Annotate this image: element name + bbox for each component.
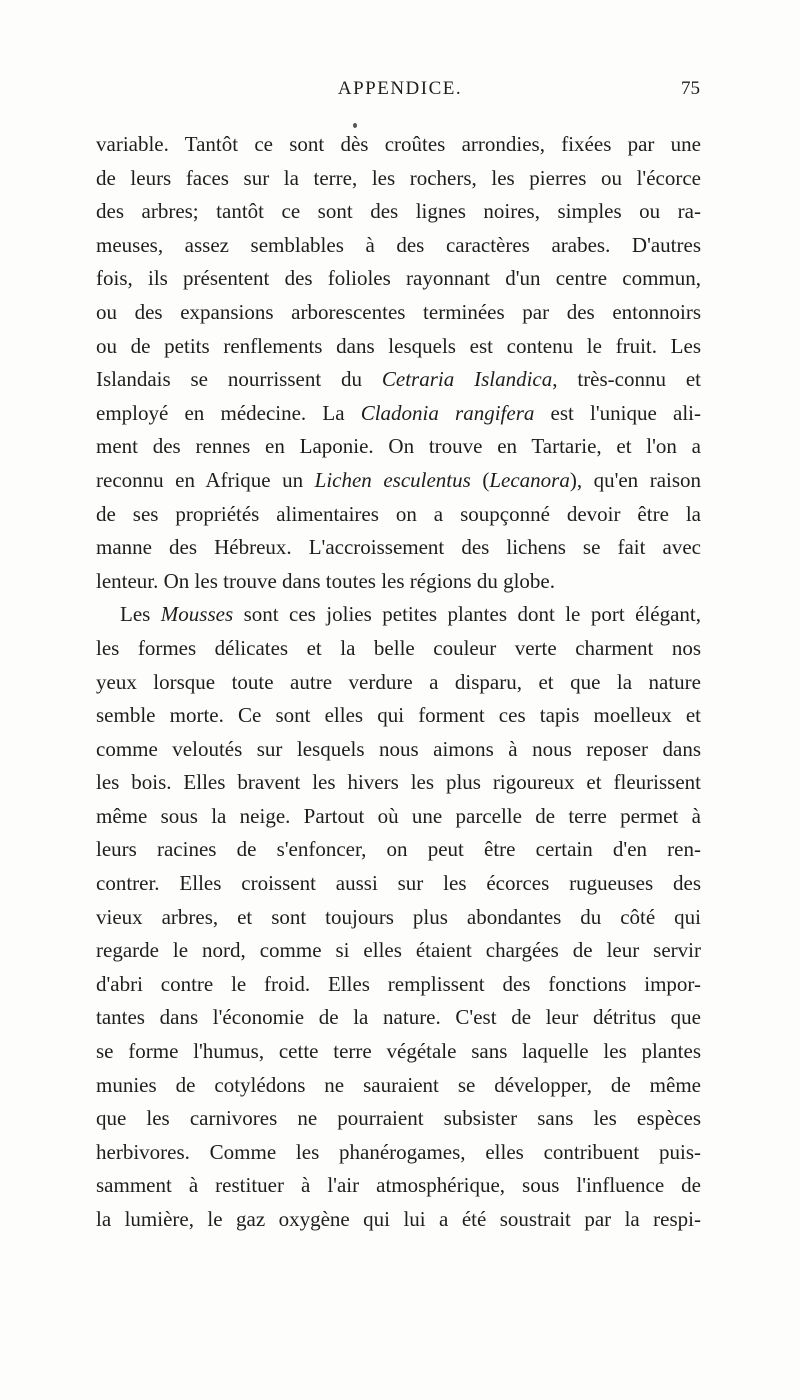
text-line: vieux arbres, et sont toujours plus abondantes du côté qui [96, 904, 701, 929]
text-line: les formes délicates et la belle couleur verte charment nos [96, 635, 701, 660]
text-line: les bois. Elles bravent les hivers les plus rigoureux et fleurissent [96, 770, 701, 795]
running-title: APPENDICE. [337, 78, 463, 99]
text-line: leurs racines de s'enfoncer, on peut être certain d'en ren- [96, 837, 701, 862]
text-line: samment à restituer à l'air atmosphérique, sous l'influence de [96, 1173, 701, 1198]
running-head [0, 78, 800, 108]
text-line [96, 397, 701, 431]
text-line [96, 464, 701, 498]
text-run: ), qu'en raison [569, 467, 701, 492]
text-line: ou des expansions arborescentes terminées par des entonnoirs [96, 299, 701, 324]
text-run: employé en médecine. La [96, 400, 361, 425]
page-number: 75 [681, 78, 700, 99]
text-run: Islandais se nourrissent du [96, 367, 382, 392]
species-name-cetraria: Cetraria Islandica [381, 367, 553, 392]
text-line [96, 363, 701, 397]
body-text [96, 128, 701, 1237]
text-run: sont ces jolies petites plantes dont le port élégant, [233, 602, 701, 627]
text-line: des arbres; tantôt ce sont des lignes noires, simples ou ra- [96, 199, 701, 224]
genus-name-lecanora: Lecanora [489, 467, 570, 492]
text-line: que les carnivores ne pourraient subsister sans les espèces [96, 1106, 701, 1131]
text-line: ment des rennes en Laponie. On trouve en Tartarie, et l'on a [96, 434, 701, 459]
text-line: d'abri contre le froid. Elles remplissent des fonctions impor- [96, 971, 701, 996]
text-run: , très-connu et [552, 367, 701, 392]
term-mousses: Mousses [160, 602, 234, 627]
text-line: contrer. Elles croissent aussi sur les écorces rugueuses des [96, 871, 701, 896]
text-line: regarde le nord, comme si elles étaient chargées de leur servir [96, 938, 701, 963]
text-line: fois, ils présentent des folioles rayonnant d'un centre commun, [96, 266, 701, 291]
text-line: yeux lorsque toute autre verdure a disparu, et que la nature [96, 669, 701, 694]
text-line: de ses propriétés alimentaires on a soupçonné devoir être la [96, 501, 701, 526]
text-line: se forme l'humus, cette terre végétale sans laquelle les plantes [96, 1039, 701, 1064]
paragraph-end-line: lenteur. On les trouve dans toutes les régions du globe. [96, 568, 555, 593]
text-line: variable. Tantôt ce sont dès croûtes arrondies, fixées par une [96, 132, 701, 156]
species-name-cladonia: Cladonia rangifera [360, 400, 535, 425]
text-line: munies de cotylédons ne sauraient se développer, de même [96, 1072, 701, 1097]
paragraph-start-line [96, 598, 701, 632]
text-run: reconnu en Afrique un [96, 467, 315, 492]
text-run: ( [470, 467, 490, 492]
text-line: comme veloutés sur lesquels nous aimons à nous reposer dans [96, 736, 701, 761]
text-line: meuses, assez semblables à des caractères arabes. D'autres [96, 232, 701, 257]
text-line: manne des Hébreux. L'accroissement des lichens se fait avec [96, 535, 701, 560]
text-run: est l'unique ali- [534, 400, 701, 425]
text-line: la lumière, le gaz oxygène qui lui a été soustrait par la respi- [96, 1207, 701, 1231]
text-line: ou de petits renflements dans lesquels est contenu le fruit. Les [96, 333, 701, 358]
text-line: même sous la neige. Partout où une parcelle de terre permet à [96, 803, 701, 828]
text-line: herbivores. Comme les phanérogames, elles contribuent puis- [96, 1139, 701, 1164]
text-line: tantes dans l'économie de la nature. C'est de leur détritus que [96, 1005, 701, 1030]
text-line: de leurs faces sur la terre, les rochers, les pierres ou l'écorce [96, 165, 701, 190]
text-run: Les [120, 602, 161, 627]
text-line: semble morte. Ce sont elles qui forment ces tapis moelleux et [96, 703, 701, 728]
species-name-lichen: Lichen esculentus [314, 467, 471, 492]
